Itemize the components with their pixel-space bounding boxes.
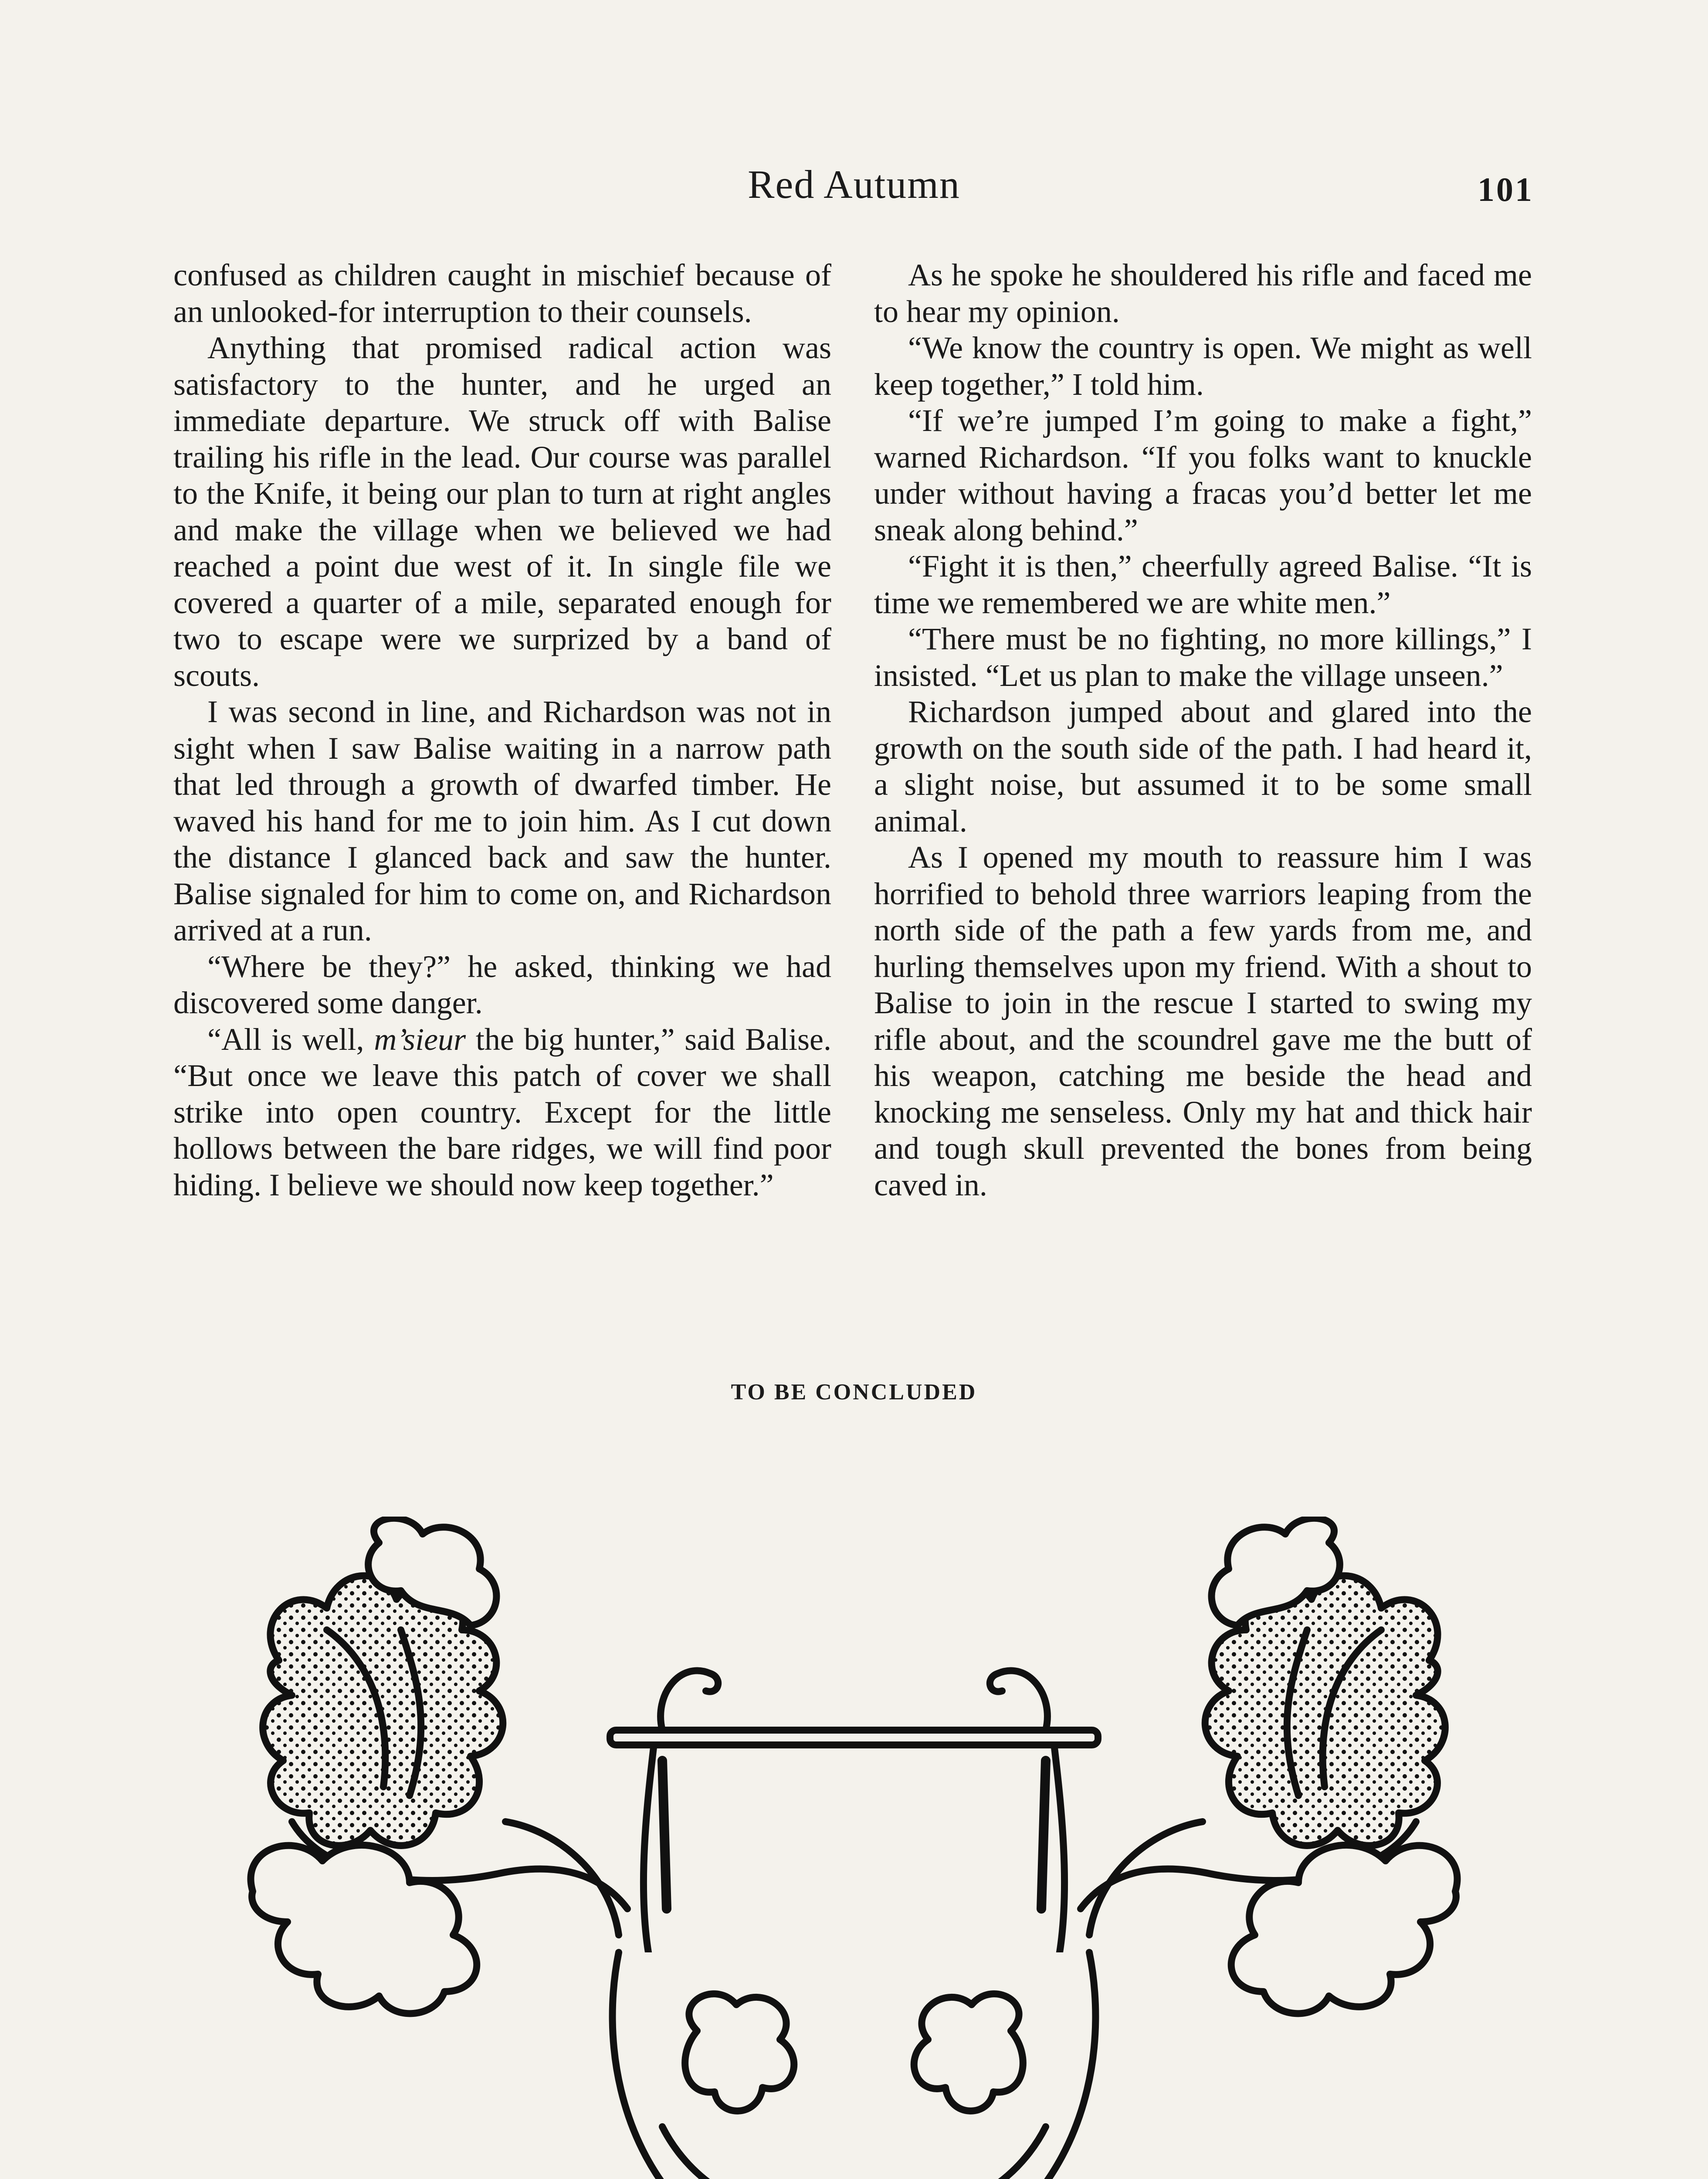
central-pendant (613, 1748, 1096, 2179)
italic-word: m’sieur (374, 1022, 466, 1057)
paragraph: “Fight it is then,” cheerfully agreed Balise. “It is time we remembered we are white men.” (874, 549, 1532, 620)
paragraph (173, 1022, 831, 1204)
paragraph: “There must be no fighting, no more killings,” I insisted. “Let us plan to make the village unseen.” (874, 621, 1532, 693)
paragraph: Anything that promised radical action was satisfactory to the hunter, and he urged an immediate departure. We struck off with Balise trailing his rifle in the lead. Our course was parallel to the Knife, it being our plan to turn at right angles and make the village when we believed we had reached a point due west of it. In single file we covered a quarter of a mile, separated enough for two to escape were we surprized by a band of scouts. (173, 330, 831, 693)
right-leaf-cluster (1081, 1518, 1457, 2014)
to-be-concluded-note: TO BE CONCLUDED (731, 1380, 977, 1405)
paragraph: “We know the country is open. We might as well keep together,” I told him. (874, 330, 1532, 402)
foliage-ornament (227, 1517, 1481, 2179)
paragraph: confused as children caught in mischief because of an unlooked-for interruption to their counsels. (173, 258, 831, 329)
page-title: Red Autumn (748, 162, 960, 207)
left-leaf-cluster (251, 1518, 627, 2014)
paragraph: As I opened my mouth to reassure him I was horrified to behold three warriors leaping from the north side of the path a few yards from me, and hurling themselves upon my friend. With a shout to Balise to join in the rescue I started to swing my rifle about, and the scoundrel gave me the butt of his weapon, catching me beside the head and knocking me senseless. Only my hat and thick hair and tough skull prevented the bones from being caved in. (874, 840, 1532, 1202)
paragraph: I was second in line, and Richardson was not in sight when I saw Balise waiting in a narrow path that led through a growth of dwarfed timber. He waved his hand for me to join him. As I cut down the distance I glanced back and saw the hunter. Balise signaled for him to come on, and Richardson arrived at a run. (173, 694, 831, 947)
text-column-right (874, 257, 1532, 1203)
paragraph: “If we’re jumped I’m going to make a fight,” warned Richardson. “If you folks want to knuckle under without having a fracas you’d better let me sneak along behind.” (874, 403, 1532, 547)
text-column-left (173, 257, 831, 1203)
paragraph-text: the big hunter,” said Balise. “But once we leave this patch of cover we shall strike into open country. Except for the little hollows between the bare ridges, we will find poor hiding. I believe we should now keep together.” (173, 1022, 831, 1202)
page-number: 101 (1478, 170, 1534, 208)
paragraph: As he spoke he shouldered his rifle and faced me to hear my opinion. (874, 258, 1532, 329)
paragraph-text: “All is well, (207, 1022, 374, 1057)
hanging-bar (610, 1671, 1098, 1745)
paragraph: Richardson jumped about and glared into the growth on the south side of the path. I had heard it, a slight noise, but assumed it to be some small animal. (874, 694, 1532, 838)
paragraph: “Where be they?” he asked, thinking we had discovered some danger. (173, 949, 831, 1020)
